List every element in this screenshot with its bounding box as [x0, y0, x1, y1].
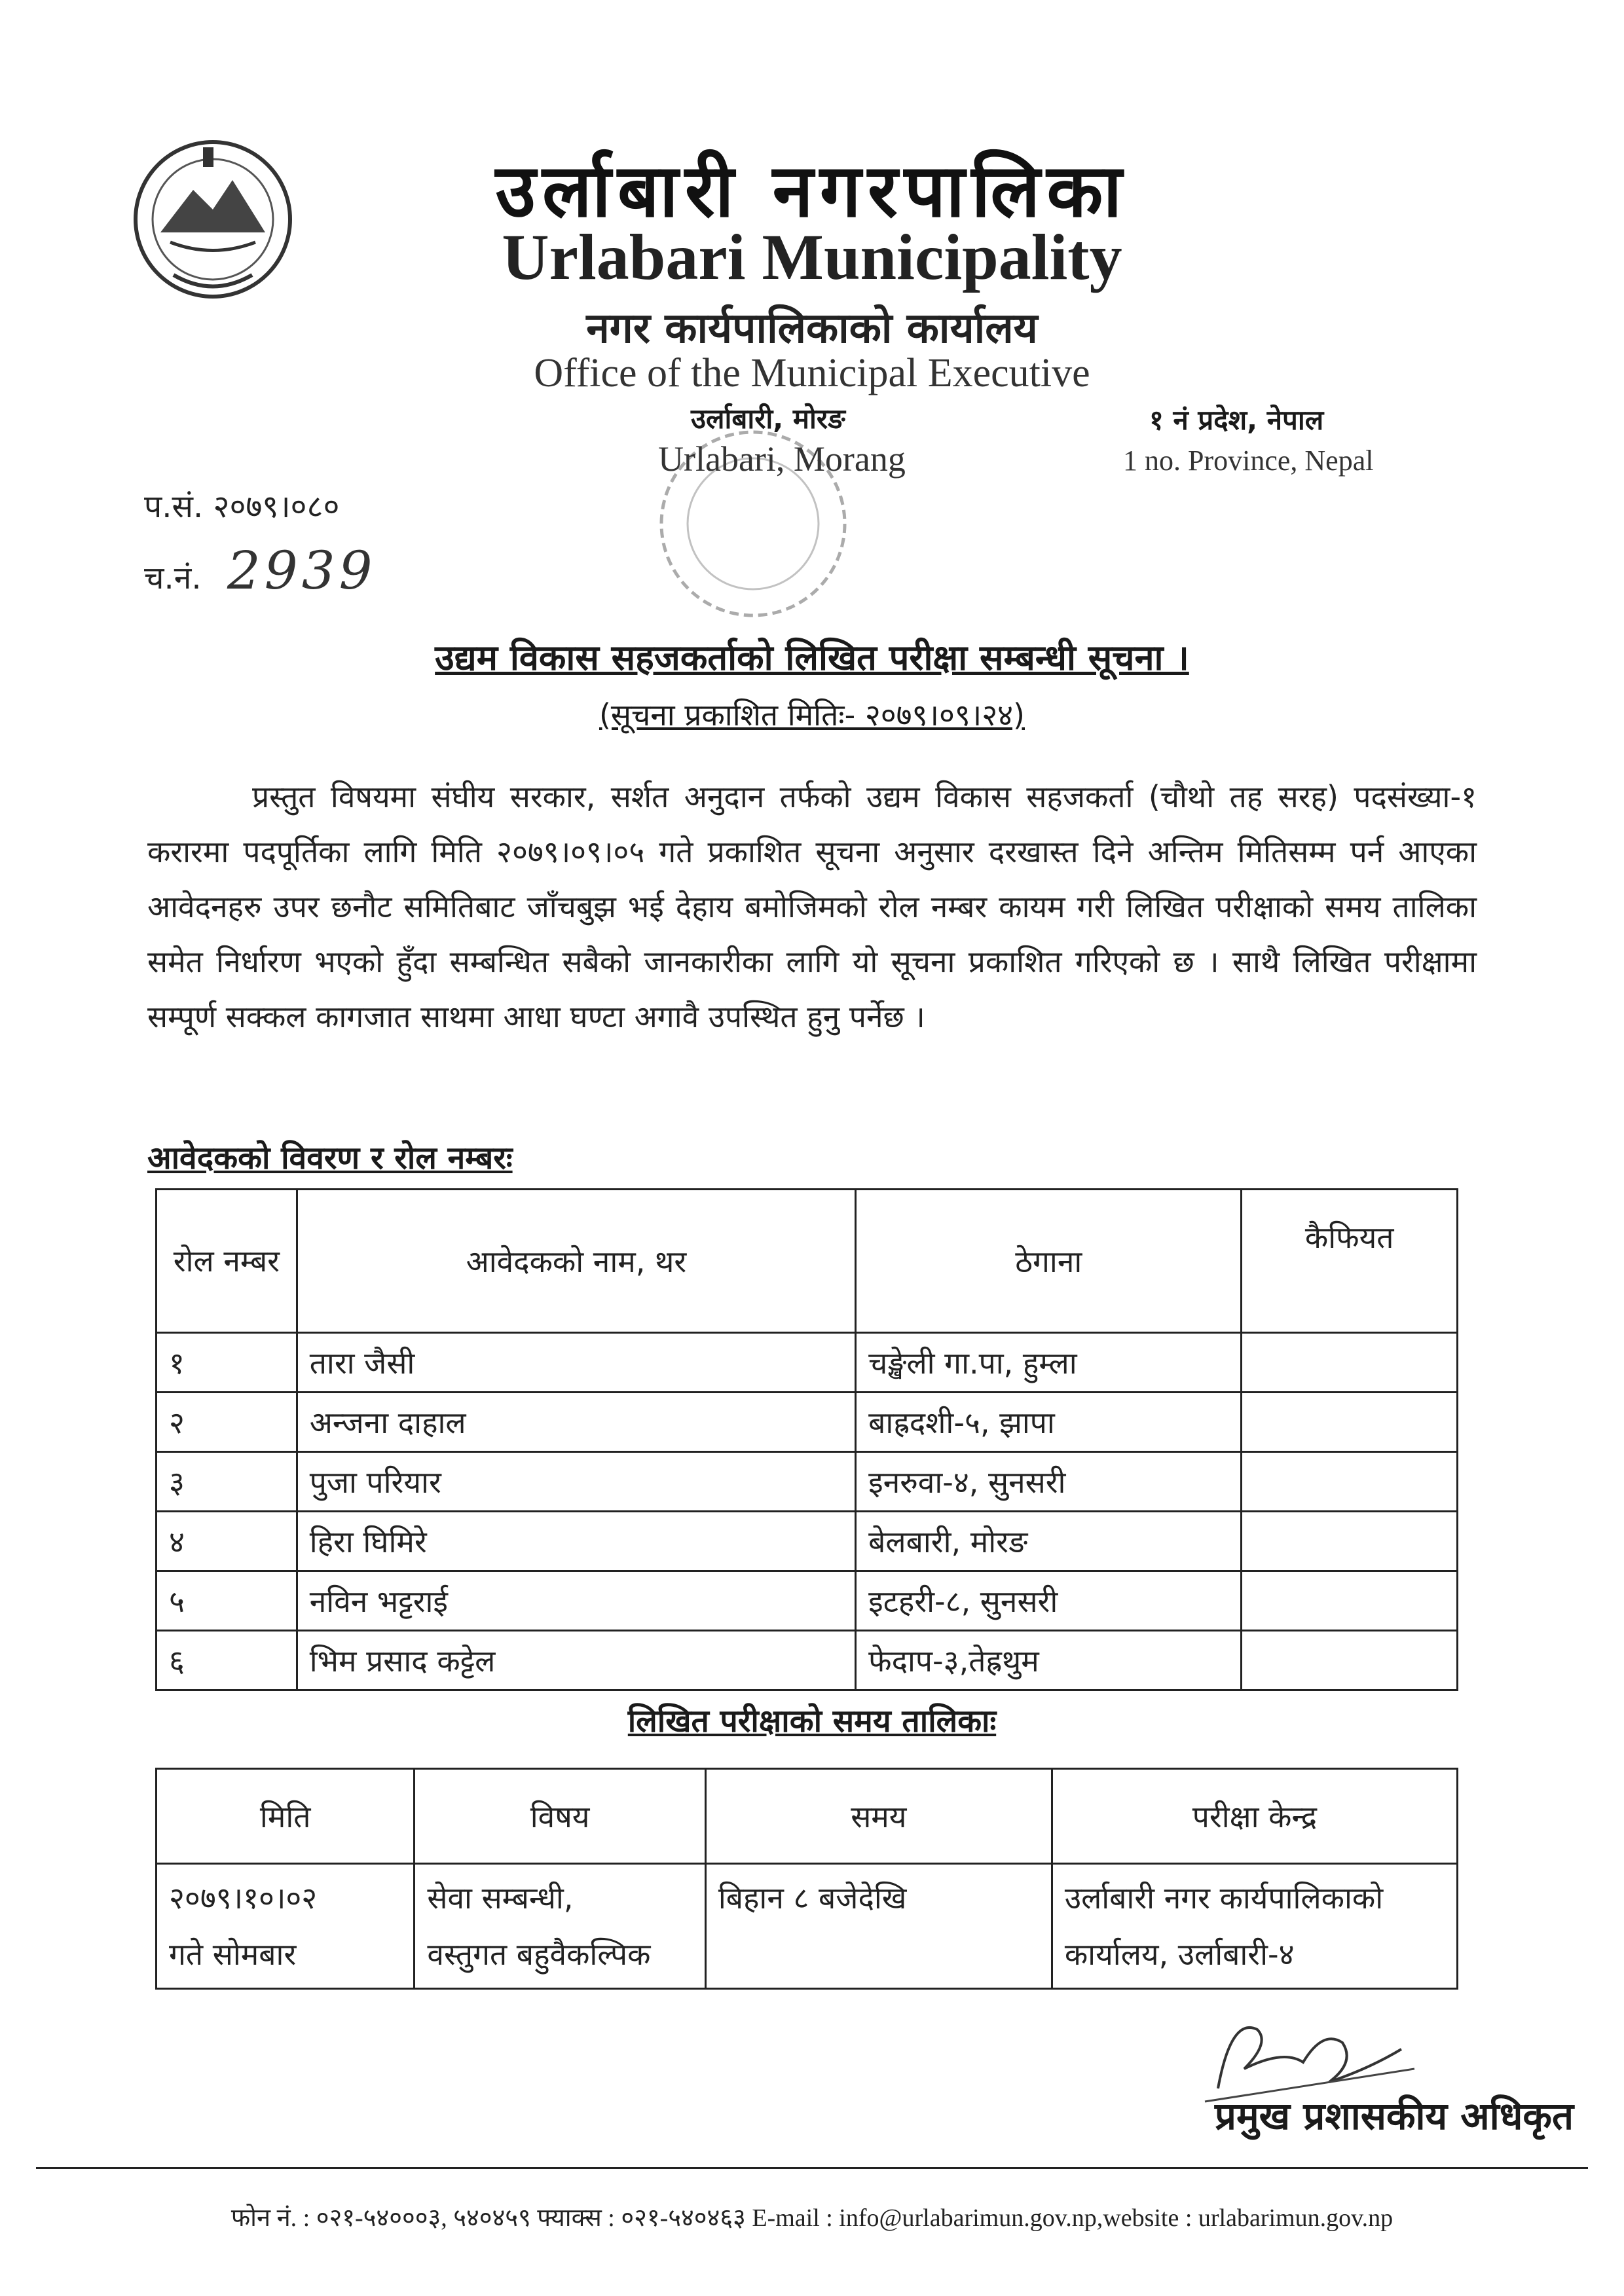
exam-schedule-table — [155, 1768, 1458, 1990]
letter-number-value: २०७९।०८० — [213, 488, 340, 525]
applicant-remarks — [1242, 1571, 1458, 1631]
roll-number: २ — [157, 1393, 297, 1452]
applicants-table-header — [157, 1190, 1458, 1333]
footer-contact: फोन नं. : ०२१-५४०००३, ५४०४५९ फ्याक्स : ०२१-५४०४६३ E-mail : info@urlabarimun.gov.np,website : urlabarimun.gov.np — [231, 2204, 1393, 2232]
applicant-remarks — [1242, 1333, 1458, 1393]
roll-number: ४ — [157, 1512, 297, 1571]
table-row — [157, 1452, 1458, 1512]
exam-center-line1: उर्लाबारी नगर कार्यपालिकाको — [1064, 1880, 1384, 1916]
table-row — [157, 1333, 1458, 1393]
province-nepali: १ नं प्रदेश, नेपाल — [1149, 404, 1324, 436]
column-time: समय — [705, 1769, 1052, 1864]
notice-body: प्रस्तुत विषयमा संघीय सरकार, सर्शत अनुदान तर्फको उद्यम विकास सहजकर्ता (चौथो तह सरह) पदसंख्या-१ करारमा पदपूर्तिका लागि मिति २०७९।०९।०५ गते प्रकाशित सूचना अनुसार दरखास्त दिने अन्तिम मितिसम्म पर्न आएका आवेदनहरु उपर छनौट समितिबाट जाँचबुझ भई देहाय बमोजिमको रोल नम्बर कायम गरी लिखित परीक्षाको समय तालिका समेत निर्धारण भएको हुँदा सम्बन्धित सबैको जानकारीका लागि यो सूचना प्रकाशित गरिएको छ । साथै लिखित परीक्षामा सम्पूर्ण सक्कल कागजात साथमा आधा घण्टा अगावै उपस्थित हुनु पर्नेछ । — [147, 779, 1477, 1034]
table-row — [157, 1631, 1458, 1690]
applicants-heading: आवेदकको विवरण र रोल नम्बरः — [147, 1140, 513, 1176]
exam-time — [705, 1864, 1052, 1989]
column-address: ठेगाना — [856, 1190, 1242, 1333]
applicant-name: तारा जैसी — [297, 1333, 855, 1393]
table-row — [157, 1512, 1458, 1571]
applicant-name: हिरा घिमिरे — [297, 1512, 855, 1571]
applicants-table — [155, 1188, 1458, 1691]
applicant-address: फेदाप-३,तेह्रथुम — [856, 1631, 1242, 1690]
letter-number — [144, 484, 339, 527]
footer-divider — [36, 2167, 1588, 2169]
exam-subject — [415, 1864, 705, 1989]
column-date: मिति — [157, 1769, 415, 1864]
letter-number-label: प.सं. — [144, 488, 204, 525]
applicant-remarks — [1242, 1393, 1458, 1452]
dispatch-number — [144, 540, 377, 601]
column-roll-number: रोल नम्बर — [157, 1190, 297, 1333]
dispatch-number-label: च.नं. — [144, 560, 202, 596]
applicant-remarks — [1242, 1452, 1458, 1512]
table-row — [157, 1571, 1458, 1631]
applicant-address: चङ्खेली गा.पा, हुम्ला — [856, 1333, 1242, 1393]
applicant-address: बेलबारी, मोरङ — [856, 1512, 1242, 1571]
exam-subject-line1: सेवा सम्बन्धी, — [427, 1880, 574, 1916]
roll-number: ६ — [157, 1631, 297, 1690]
exam-date — [157, 1864, 415, 1989]
schedule-table-header — [157, 1769, 1458, 1864]
exam-center-line2: कार्यालय, उर्लाबारी-४ — [1064, 1937, 1295, 1972]
column-exam-center: परीक्षा केन्द्र — [1052, 1769, 1457, 1864]
signatory-title: प्रमुख प्रशासकीय अधिकृत — [1215, 2094, 1574, 2138]
notice-title: उद्यम विकास सहजकर्ताको लिखित परीक्षा सम्बन्धी सूचना । — [435, 637, 1189, 678]
office-title-nepali: नगर कार्यपालिकाको कार्यालय — [586, 304, 1038, 353]
applicant-name: पुजा परियार — [297, 1452, 855, 1512]
exam-subject-line2: वस्तुगत बहुवैकल्पिक — [427, 1937, 651, 1972]
table-row — [157, 1864, 1458, 1989]
applicant-name: नविन भट्टराई — [297, 1571, 855, 1631]
applicant-remarks — [1242, 1631, 1458, 1690]
notice-publish-date: (सूचना प्रकाशित मितिः- २०७९।०९।२४) — [599, 697, 1025, 733]
exam-time-value: बिहान ८ बजेदेखि — [718, 1880, 907, 1916]
column-applicant-name: आवेदकको नाम, थर — [297, 1190, 855, 1333]
exam-date-line1: २०७९।१०।०२ — [169, 1880, 318, 1916]
exam-date-line2: गते सोमबार — [169, 1937, 297, 1972]
applicant-name: अन्जना दाहाल — [297, 1393, 855, 1452]
applicant-address: इटहरी-८, सुनसरी — [856, 1571, 1242, 1631]
table-row — [157, 1393, 1458, 1452]
applicant-remarks — [1242, 1512, 1458, 1571]
applicant-address: बाह्रदशी-५, झापा — [856, 1393, 1242, 1452]
applicant-address: इनरुवा-४, सुनसरी — [856, 1452, 1242, 1512]
roll-number: ३ — [157, 1452, 297, 1512]
location-english: Urlabari, Morang — [658, 439, 906, 479]
office-title-english: Office of the Municipal Executive — [534, 351, 1090, 395]
municipality-title-english: Urlabari Municipality — [502, 221, 1122, 293]
province-english: 1 no. Province, Nepal — [1123, 445, 1374, 477]
exam-center — [1052, 1864, 1457, 1989]
municipality-title-nepali: उर्लाबारी नगरपालिका — [495, 149, 1129, 234]
dispatch-number-value: 2939 — [227, 540, 377, 601]
applicant-name: भिम प्रसाद कट्टेल — [297, 1631, 855, 1690]
schedule-heading: लिखित परीक्षाको समय तालिकाः — [627, 1703, 997, 1740]
location-nepali: उर्लाबारी, मोरङ — [691, 403, 845, 435]
roll-number: १ — [157, 1333, 297, 1393]
roll-number: ५ — [157, 1571, 297, 1631]
column-remarks: कैफियत — [1242, 1190, 1458, 1333]
column-subject: विषय — [415, 1769, 705, 1864]
